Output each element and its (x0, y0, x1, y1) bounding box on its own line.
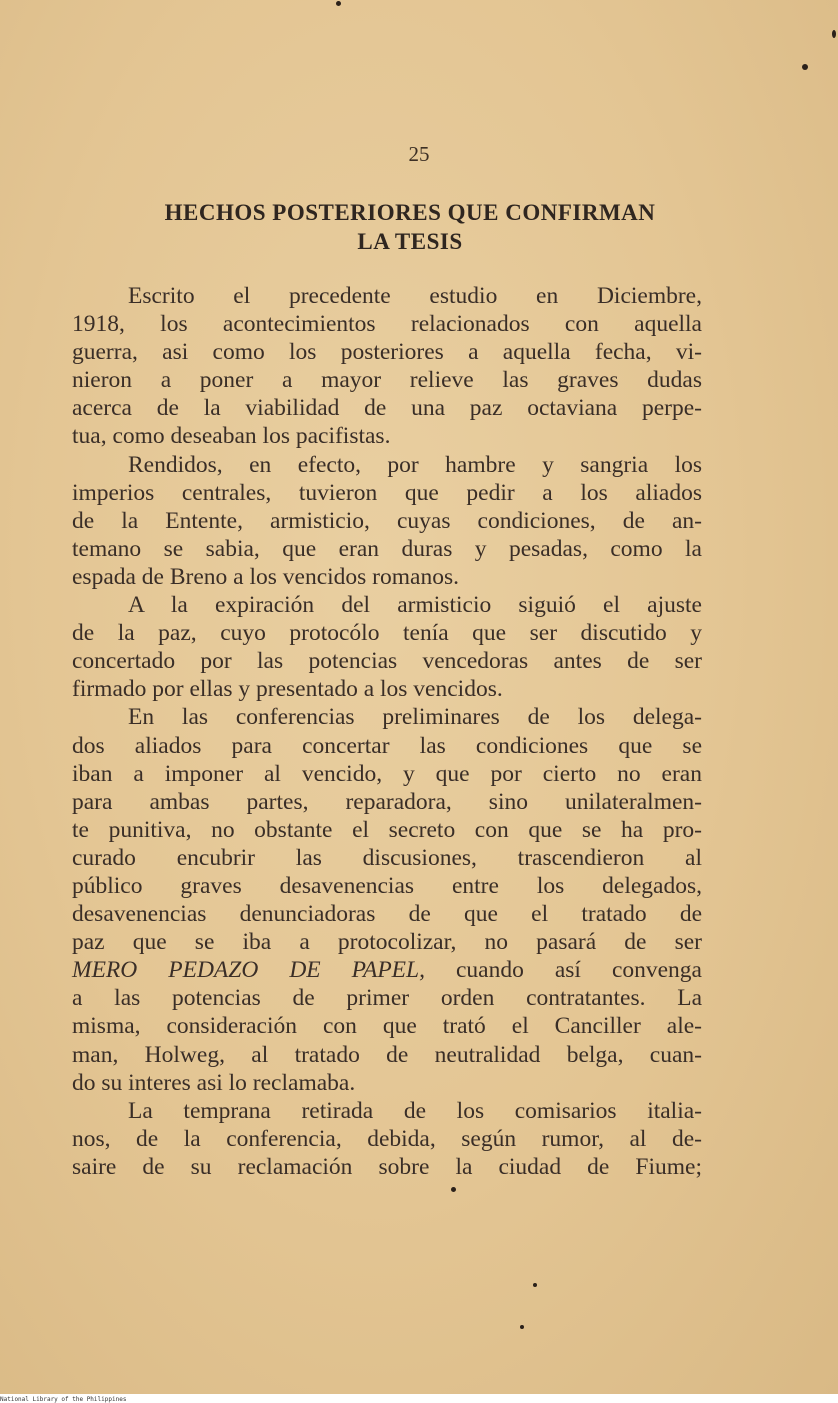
text-line: 1918, los acontecimientos relacionados con aquella (72, 311, 702, 338)
paper-speck (802, 64, 808, 70)
text-line: A la expiración del armisticio siguió el ajuste (128, 592, 702, 619)
text-line: a las potencias de primer orden contratantes. La (72, 985, 702, 1012)
text-line: concertado por las potencias vencedoras antes de ser (72, 648, 702, 675)
text-line: tua, como deseaban los pacifistas. (72, 423, 391, 450)
title-line-2: LA TESIS (357, 229, 463, 254)
text-line: La temprana retirada de los comisarios italia- (128, 1097, 702, 1124)
text-line: nos, de la conferencia, debida, según rumor, al de- (72, 1125, 702, 1152)
text-line: guerra, asi como los posteriores a aquella fecha, vi- (72, 339, 702, 366)
text-line-tail: cuando así convenga (455, 957, 702, 984)
emphasis-text: MERO PEDAZO DE PAPEL, (72, 957, 425, 984)
text-line: de la Entente, armisticio, cuyas condiciones, de an- (72, 507, 702, 534)
text-line: saire de su reclamación sobre la ciudad de Fiume; (72, 1153, 702, 1180)
text-line: público graves desavenencias entre los delegados, (72, 872, 702, 899)
library-credit: National Library of the Philippines (0, 1396, 127, 1403)
text-line: de la paz, cuyo protocólo tenía que ser discutido y (72, 620, 702, 647)
paper-speck (533, 1283, 537, 1287)
text-line: desavenencias denunciadoras de que el tratado de (72, 901, 702, 928)
paper-speck (520, 1325, 524, 1329)
text-line: nieron a poner a mayor relieve las graves dudas (72, 367, 702, 394)
text-line: curado encubrir las discusiones, trascendieron al (72, 844, 702, 871)
text-line: paz que se iba a protocolizar, no pasará de ser (72, 929, 702, 956)
text-line: dos aliados para concertar las condiciones que se (72, 732, 702, 759)
paper-speck (336, 1, 341, 6)
text-line: acerca de la viabilidad de una paz octaviana perpe- (72, 395, 702, 422)
text-line: temano se sabia, que eran duras y pesadas, como la (72, 535, 702, 562)
page-number: 25 (408, 142, 430, 166)
paper-speck (451, 1187, 456, 1192)
text-line-with-emphasis (72, 956, 702, 984)
text-line: Rendidos, en efecto, por hambre y sangria los (128, 451, 702, 478)
text-line: te punitiva, no obstante el secreto con que se ha pro- (72, 816, 702, 843)
text-line: espada de Breno a los vencidos romanos. (72, 563, 459, 590)
chapter-title (60, 198, 760, 256)
title-line-1: HECHOS POSTERIORES QUE CONFIRMAN (164, 200, 656, 225)
text-line: firmado por ellas y presentado a los vencidos. (72, 676, 503, 703)
text-line: imperios centrales, tuvieron que pedir a los aliados (72, 479, 702, 506)
text-line: do su interes asi lo reclamaba. (72, 1069, 356, 1096)
text-line: iban a imponer al vencido, y que por cierto no eran (72, 760, 702, 787)
body-text (72, 282, 702, 1181)
text-line: misma, consideración con que trató el Canciller ale- (72, 1013, 702, 1040)
text-line: para ambas partes, reparadora, sino unilateralmen- (72, 788, 702, 815)
paper-speck (832, 30, 836, 38)
text-line: man, Holweg, al tratado de neutralidad belga, cuan- (72, 1041, 702, 1068)
text-line: Escrito el precedente estudio en Diciembre, (128, 283, 702, 309)
text-line: En las conferencias preliminares de los delega- (128, 704, 702, 731)
